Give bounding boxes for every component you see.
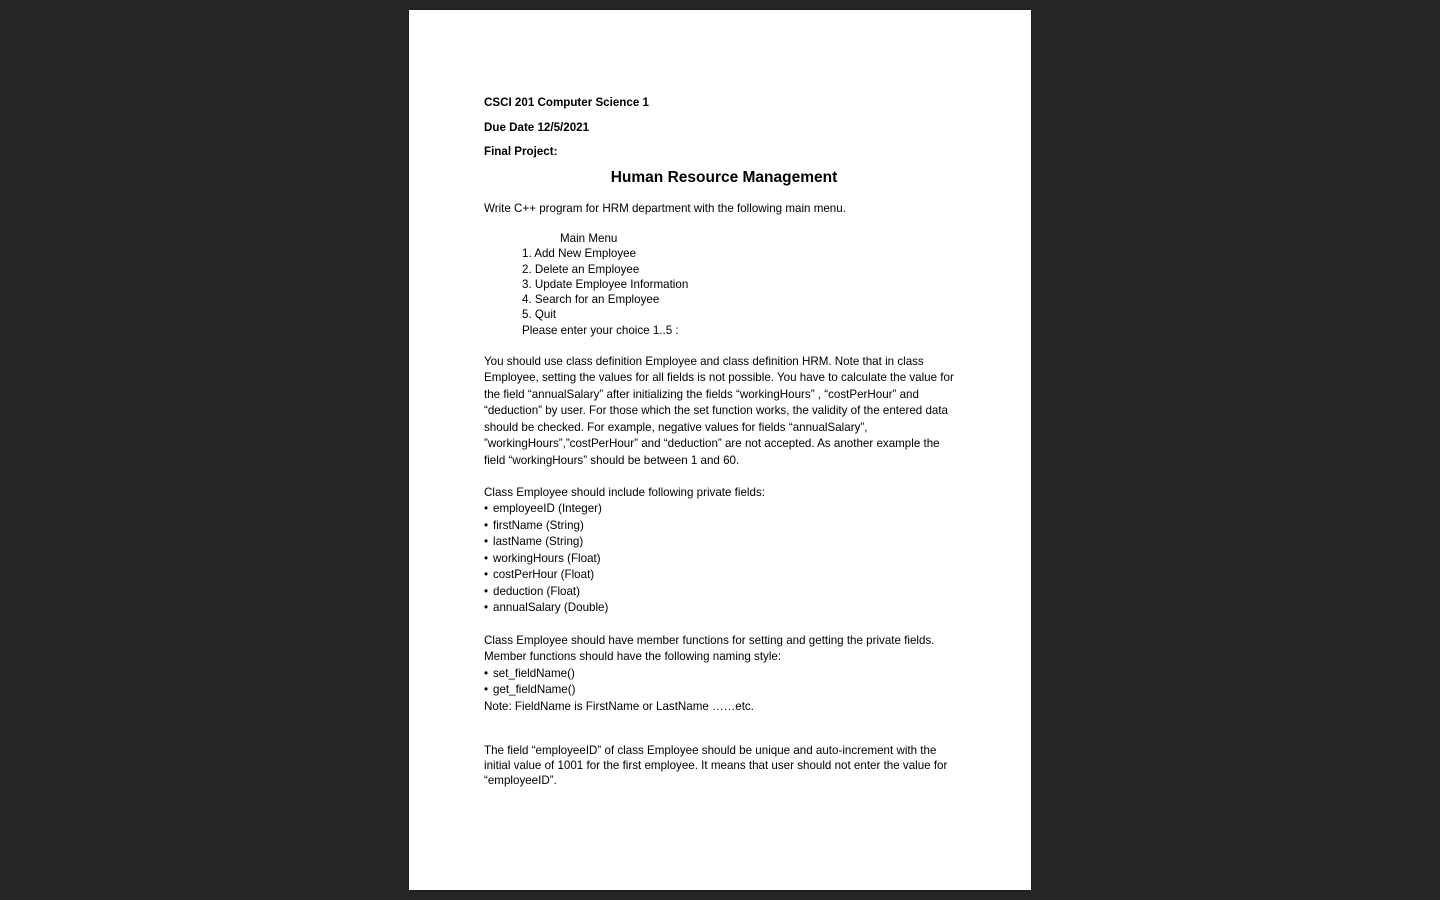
function-label: get_fieldName()	[493, 683, 576, 697]
note-text: Note: FieldName is FirstName or LastName ……etc.	[484, 699, 754, 713]
list-item	[484, 584, 964, 601]
list-item	[484, 518, 964, 535]
main-menu-list	[522, 246, 964, 322]
field-label: employeeID (Integer)	[493, 502, 602, 516]
field-label: lastName (String)	[493, 535, 584, 549]
list-item	[484, 501, 964, 518]
functions-intro: Class Employee should have member functions for setting and getting the private fields. Member functions should have the following naming style:	[484, 633, 935, 664]
bullet-icon: •	[484, 551, 489, 565]
list-item	[484, 682, 964, 699]
field-label: costPerHour (Float)	[493, 568, 595, 582]
field-label: annualSalary (Double)	[493, 601, 609, 615]
due-date: Due Date 12/5/2021	[484, 121, 590, 134]
paragraph-classes: You should use class definition Employee and class definition HRM. Note that in class Employee, setting the values for all fields is not possible. You have to calculate the value for the field “annualSalary” after initializing the fields “workingHours” , “costPerHour” and “deduction” by user. For those which the set function works, the validity of the entered data should be checked. For example, negative values for fields “annualSalary”, ”workingHours”,”costPerHour” and “deduction” are not accepted. As another example the field “workingHours” should be between 1 and 60.	[484, 355, 954, 467]
main-menu-title: Main Menu	[560, 232, 618, 245]
list-item	[484, 534, 964, 551]
menu-prompt: Please enter your choice 1..5 :	[522, 323, 679, 337]
fields-list	[484, 501, 964, 617]
final-project-label: Final Project:	[484, 145, 558, 158]
list-item	[484, 551, 964, 568]
document-title: Human Resource Management	[610, 169, 838, 186]
list-item	[484, 567, 964, 584]
main-menu-block	[522, 231, 964, 338]
menu-item: 3. Update Employee Information	[522, 277, 689, 291]
menu-item: 4. Search for an Employee	[522, 293, 660, 307]
field-label: firstName (String)	[493, 518, 584, 532]
bullet-icon: •	[484, 683, 489, 697]
bullet-icon: •	[484, 584, 489, 598]
function-label: set_fieldName()	[493, 666, 575, 680]
list-item	[484, 666, 964, 683]
course-heading: CSCI 201 Computer Science 1	[484, 96, 649, 109]
paragraph-employee-id: The field “employeeID” of class Employee should be unique and auto-increment with the initial value of 1001 for the first employee. It means that user should not enter the value for “employeeID”.	[484, 743, 948, 788]
menu-item: 5. Quit	[522, 308, 557, 322]
menu-item: 1. Add New Employee	[522, 247, 637, 261]
fields-intro: Class Employee should include following private fields:	[484, 485, 765, 499]
bullet-icon: •	[484, 502, 489, 516]
bullet-icon: •	[484, 666, 489, 680]
list-item	[484, 600, 964, 617]
field-label: deduction (Float)	[493, 584, 580, 598]
document-page	[409, 10, 1031, 890]
menu-item: 2. Delete an Employee	[522, 262, 640, 276]
bullet-icon: •	[484, 518, 489, 532]
field-label: workingHours (Float)	[493, 551, 601, 565]
bullet-icon: •	[484, 601, 489, 615]
page-content	[484, 95, 964, 789]
functions-list	[484, 666, 964, 699]
bullet-icon: •	[484, 568, 489, 582]
bullet-icon: •	[484, 535, 489, 549]
intro-text: Write C++ program for HRM department with the following main menu.	[484, 202, 846, 215]
